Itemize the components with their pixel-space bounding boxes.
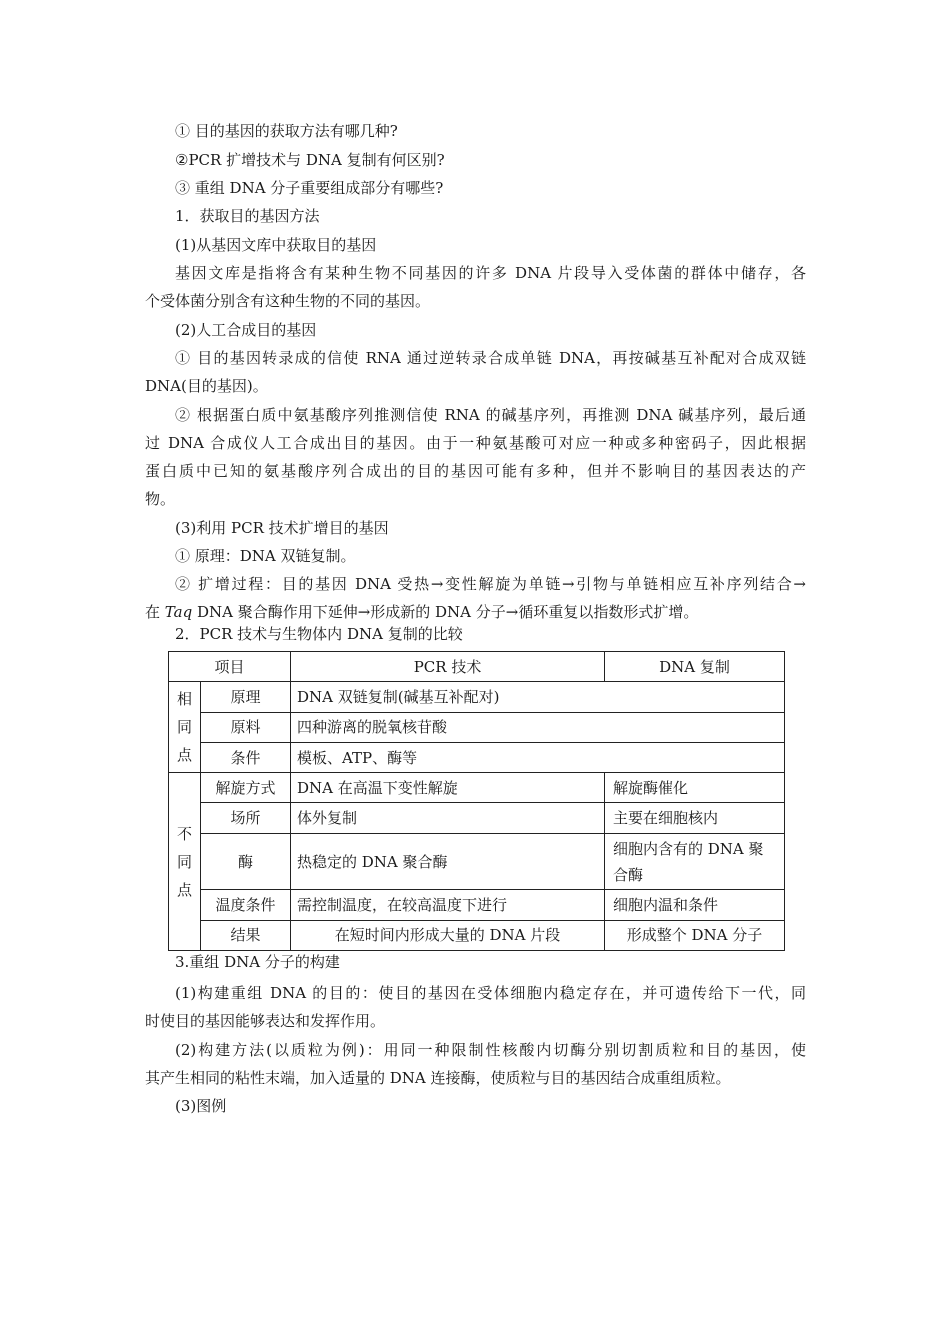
row-value: 四种游离的脱氧核苷酸: [291, 712, 785, 742]
section-1-sub3-p1: ① 原理：DNA 双链复制。: [175, 547, 356, 565]
section-1-sub2-p2-4: 物。: [145, 490, 176, 508]
row-pcr: 在短时间内形成大量的 DNA 片段: [291, 920, 605, 950]
table-row: [169, 712, 785, 742]
section-3-heading: 3.重组 DNA 分子的构建: [175, 953, 340, 971]
table-row: [169, 803, 785, 833]
question-3: ③ 重组 DNA 分子重要组成部分有哪些?: [175, 179, 444, 197]
row-dna: 细胞内温和条件: [605, 890, 785, 920]
table-row: [169, 773, 785, 803]
group-diff-label: [169, 773, 201, 951]
group-same-label: [169, 682, 201, 773]
table-row: [169, 742, 785, 772]
row-dna: 解旋酶催化: [605, 773, 785, 803]
question-2: ②PCR 扩增技术与 DNA 复制有何区别?: [175, 151, 445, 169]
section-3-p2-2: 其产生相同的粘性末端，加入适量的 DNA 连接酶，使质粒与目的基因结合成重组质粒。: [145, 1069, 731, 1087]
table-row: [169, 682, 785, 712]
row-item: 结果: [201, 920, 291, 950]
section-1-sub3-p2-1: ② 扩增过程：目的基因 DNA 受热→变性解旋为单链→引物与单链相应互补序列结合→: [175, 575, 806, 593]
comparison-table: [168, 651, 785, 951]
row-dna: 形成整个 DNA 分子: [605, 920, 785, 950]
row-item: 场所: [201, 803, 291, 833]
table-row: [169, 833, 785, 890]
section-3-p2-1: (2)构建方法(以质粒为例)：用同一种限制性核酸内切酶分别切割质粒和目的基因，使: [175, 1041, 806, 1059]
section-1-sub1-title: (1)从基因文库中获取目的基因: [175, 236, 377, 254]
header-pcr: PCR 技术: [291, 652, 605, 682]
table-row: [169, 890, 785, 920]
section-1-sub2-p2-1: ② 根据蛋白质中氨基酸序列推测信使 RNA 的碱基序列，再推测 DNA 碱基序列，最后通: [175, 406, 806, 424]
row-pcr: 需控制温度，在较高温度下进行: [291, 890, 605, 920]
section-3-p1-2: 时使目的基因能够表达和发挥作用。: [145, 1012, 386, 1030]
table-header-row: [169, 652, 785, 682]
header-item: 项目: [169, 652, 291, 682]
row-pcr: 体外复制: [291, 803, 605, 833]
section-1-sub3-title: (3)利用 PCR 技术扩增目的基因: [175, 519, 389, 537]
row-item: 条件: [201, 742, 291, 772]
sub3-p2-2-suffix: DNA 聚合酶作用下延伸→形成新的 DNA 分子→循环重复以指数形式扩增。: [192, 603, 699, 621]
row-item: 解旋方式: [201, 773, 291, 803]
section-1-sub2-p2-3: 蛋白质中已知的氨基酸序列合成出的目的基因可能有多种，但并不影响目的基因表达的产: [145, 462, 806, 480]
section-3-p1-1: (1)构建重组 DNA 的目的：使目的基因在受体细胞内稳定存在，并可遗传给下一代，同: [175, 984, 806, 1002]
section-1-sub1-text-1: 基因文库是指将含有某种生物不同基因的许多 DNA 片段导入受体菌的群体中储存，各: [175, 264, 806, 282]
row-pcr: DNA 在高温下变性解旋: [291, 773, 605, 803]
row-item: 温度条件: [201, 890, 291, 920]
row-item: 原理: [201, 682, 291, 712]
row-dna: 细胞内含有的 DNA 聚合酶: [605, 833, 785, 890]
section-1-sub2-title: (2)人工合成目的基因: [175, 321, 317, 339]
table-row: [169, 920, 785, 950]
section-3-p3: (3)图例: [175, 1097, 227, 1115]
section-1-sub2-p1-2: DNA(目的基因)。: [145, 377, 268, 395]
section-1-sub1-text-2: 个受体菌分别含有这种生物的不同的基因。: [145, 292, 431, 310]
row-dna: 主要在细胞核内: [605, 803, 785, 833]
row-item: 原料: [201, 712, 291, 742]
section-1-sub3-p2-2: [145, 602, 698, 622]
section-1-sub2-p2-2: 过 DNA 合成仪人工合成出目的基因。由于一种氨基酸可对应一种或多种密码子，因此根据: [145, 434, 806, 452]
question-1: ① 目的基因的获取方法有哪几种?: [175, 122, 398, 140]
row-pcr: 热稳定的 DNA 聚合酶: [291, 833, 605, 890]
group-same-text: 相 同 点: [176, 690, 192, 765]
header-dna: DNA 复制: [605, 652, 785, 682]
group-diff-text: 不 同 点: [176, 824, 192, 899]
section-1-heading: 1．获取目的基因方法: [175, 207, 320, 225]
sub3-p2-2-prefix: 在: [145, 603, 165, 621]
row-value: DNA 双链复制(碱基互补配对): [291, 682, 785, 712]
taq-italic: Taq: [164, 603, 193, 621]
section-1-sub2-p1-1: ① 目的基因转录成的信使 RNA 通过逆转录合成单链 DNA，再按碱基互补配对合成双链: [175, 349, 806, 367]
row-item: 酶: [201, 833, 291, 890]
row-value: 模板、ATP、酶等: [291, 742, 785, 772]
section-2-heading: 2．PCR 技术与生物体内 DNA 复制的比较: [175, 625, 463, 643]
